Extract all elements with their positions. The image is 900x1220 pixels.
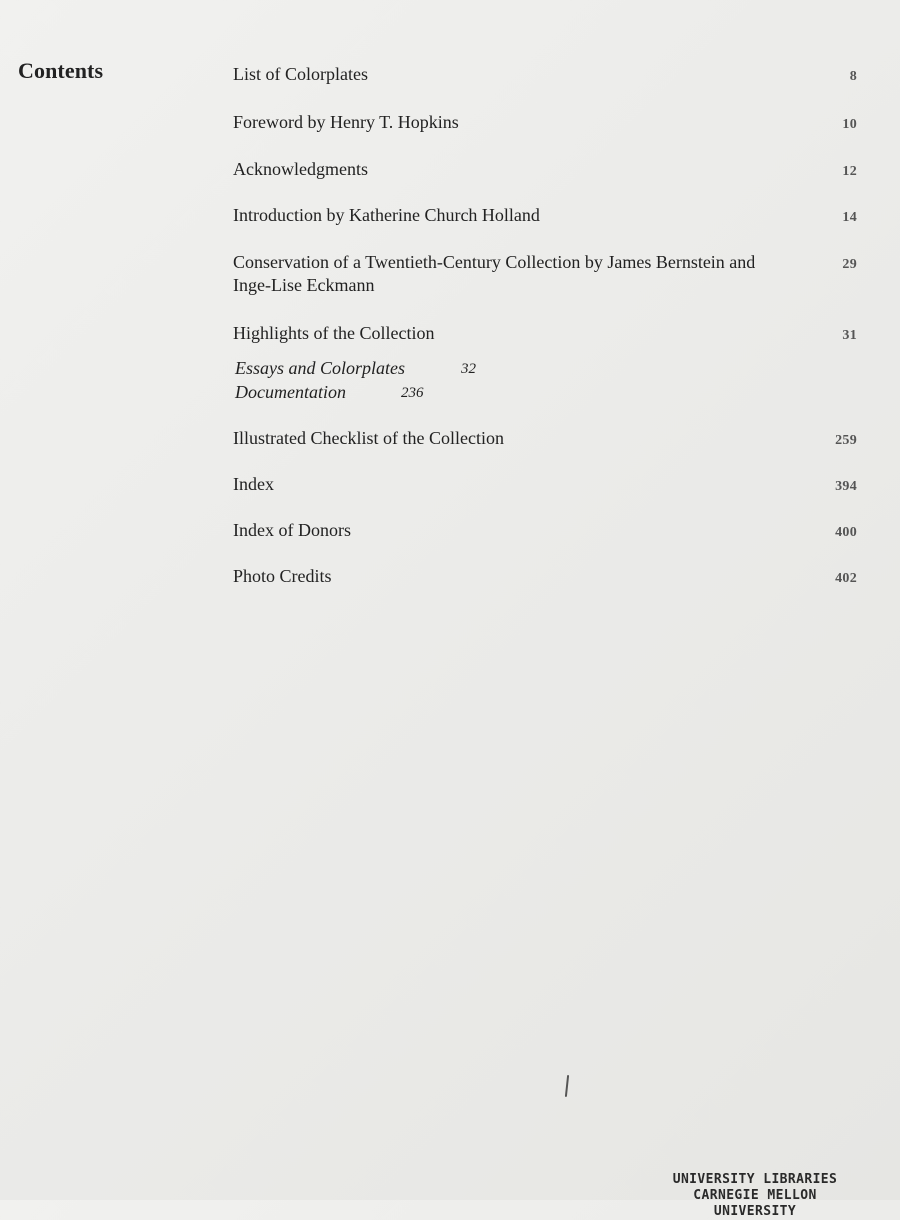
toc-entry-index-of-donors [233, 519, 857, 542]
toc-entry-title: Photo Credits [233, 566, 332, 586]
toc-subentry-page: 236 [401, 385, 424, 401]
toc-entry-page: 29 [842, 257, 857, 272]
toc-entry-index [233, 473, 857, 496]
contents-heading: Contents [18, 58, 104, 83]
toc-entry-title: Illustrated Checklist of the Collection [233, 428, 504, 448]
toc-entry-title: Acknowledgments [233, 159, 368, 179]
toc-entry-page: 14 [842, 210, 857, 225]
toc-entry-title: List of Colorplates [233, 64, 368, 84]
toc-subentry-page: 32 [461, 361, 476, 377]
toc-entry-title: Introduction by Katherine Church Holland [233, 205, 540, 225]
toc-entry-title: Foreword by Henry T. Hopkins [233, 112, 459, 132]
toc-entry-page: 8 [849, 69, 857, 84]
toc-entry-highlights [233, 322, 857, 345]
toc-entry-page: 10 [842, 117, 857, 132]
pencil-mark [565, 1075, 569, 1097]
toc-subentry-documentation [235, 381, 424, 404]
toc-entry-checklist [233, 427, 857, 450]
toc-subentry-title: Documentation [235, 382, 346, 402]
toc-entry-page: 259 [835, 433, 857, 448]
toc-entry-page: 394 [835, 479, 857, 494]
toc-entry-page: 400 [835, 525, 857, 540]
library-stamp [650, 1172, 860, 1220]
toc-entry-introduction [233, 204, 857, 227]
toc-entry-acknowledgments [233, 158, 857, 181]
toc-entry-page: 31 [842, 328, 857, 343]
library-stamp-line: UNIVERSITY LIBRARIES [672, 1172, 838, 1187]
toc-entry-photo-credits [233, 565, 857, 588]
toc-entry-list-of-colorplates [233, 63, 857, 86]
toc-entry-title: Index of Donors [233, 520, 351, 540]
toc-entry-page: 402 [835, 571, 857, 586]
toc-entry-title: Highlights of the Collection [233, 323, 435, 343]
toc-entry-title: Conservation of a Twentieth-Century Collection by James Bernstein and Inge-Lise Eckmann [233, 252, 756, 295]
toc-subentry-essays [235, 357, 476, 380]
toc-entry-page: 12 [842, 164, 857, 179]
toc-entry-title: Index [233, 474, 274, 494]
toc-entry-foreword [233, 111, 857, 134]
toc-subentry-title: Essays and Colorplates [235, 358, 406, 378]
library-stamp-line: CARNEGIE MELLON UNIVERSITY [693, 1188, 817, 1219]
toc-entry-conservation [233, 251, 857, 297]
